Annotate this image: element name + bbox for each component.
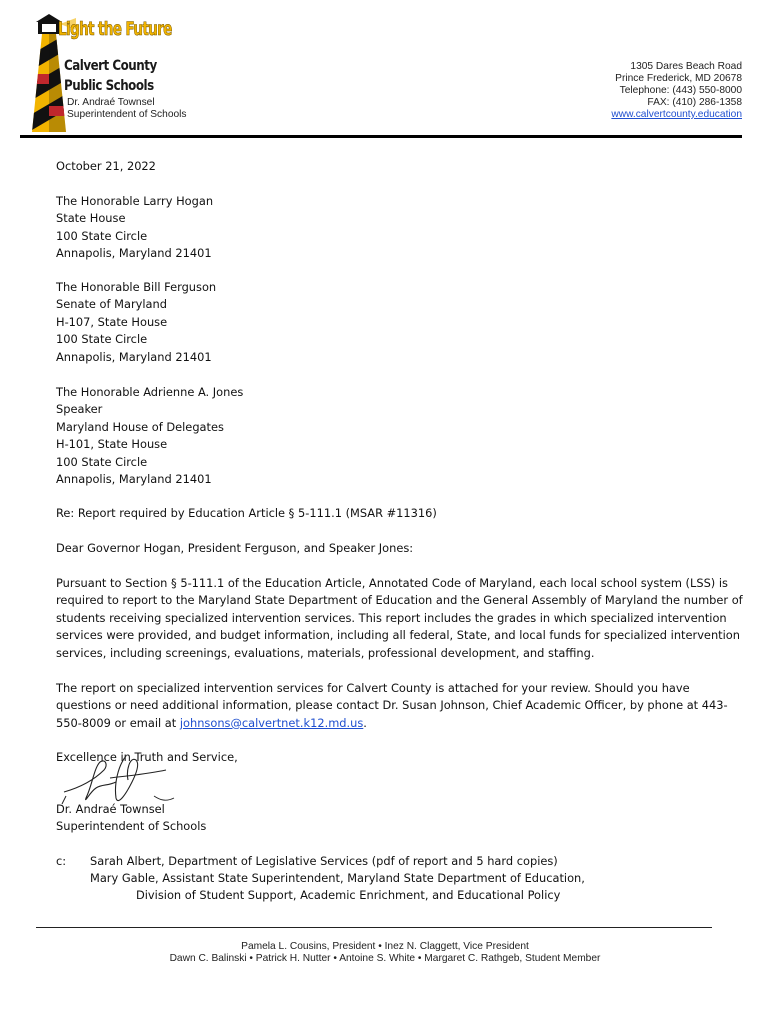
board-members: Dawn C. Balinski • Patrick H. Nutter • Antoine S. White • Margaret C. Rathgeb, Student Member (169, 953, 601, 964)
salutation: Dear Governor Hogan, President Ferguson, and Speaker Jones: (56, 541, 414, 555)
paragraph-2-text: The report on specialized intervention services for Calvert County is attached for your review. Should you have questions or need additional information, please contact Dr. Susan Johnson, Chief Academic Officer, by phone at 443-550-8009 or email at (56, 681, 728, 730)
recipient-line: The Honorable Adrienne A. Jones (56, 385, 244, 399)
paragraph-1: Pursuant to Section § 5-111.1 of the Education Article, Annotated Code of Maryland, each local school system (LSS) is required to report to the Maryland State Department of Education and the General Assembly of Maryland the number of students receiving specialized intervention services. This report includes the grades in which specialized intervention services were provided, and budget information, including all federal, State, and local funds for specialized intervention services, including screenings, evaluations, materials, professional development, and staffing. (56, 576, 743, 660)
recipient-line: State House (56, 211, 126, 226)
cc-line-1: Sarah Albert, Department of Legislative Services (pdf of report and 5 hard copies) (90, 854, 558, 868)
address-telephone: Telephone: (443) 550-8000 (619, 85, 742, 96)
address-fax: FAX: (410) 286-1358 (647, 97, 742, 108)
paragraph-2-end: . (363, 715, 367, 730)
recipient-line: H-107, State House (56, 314, 168, 329)
recipient-line: The Honorable Bill Ferguson (56, 280, 217, 294)
address-street: 1305 Dares Beach Road (630, 61, 742, 72)
org-name-line1: Calvert County (64, 58, 157, 74)
recipient-line: 100 State Circle (56, 332, 148, 347)
paragraph-2 (56, 680, 746, 732)
brand-slogan: Light the Future (58, 18, 172, 40)
cc-line-3: Division of Student Support, Academic Enrichment, and Educational Policy (136, 888, 561, 902)
address-city: Prince Frederick, MD 20678 (615, 73, 742, 84)
closing: Excellence in Truth and Service, (56, 750, 238, 764)
superintendent-name: Dr. Andraé Townsel (67, 97, 155, 108)
superintendent-title: Superintendent of Schools (67, 109, 187, 120)
board-officers: Pamela L. Cousins, President • Inez N. Claggett, Vice President (241, 941, 529, 952)
letterhead-divider (20, 135, 742, 138)
recipient-line: Annapolis, Maryland 21401 (56, 349, 212, 364)
recipient-line: Annapolis, Maryland 21401 (56, 246, 212, 261)
email-link[interactable]: johnsons@calvertnet.k12.md.us (179, 715, 364, 730)
recipient-line: Senate of Maryland (56, 297, 167, 312)
recipient-line: H-101, State House (56, 437, 168, 452)
website-link[interactable]: www.calvertcounty.education (611, 109, 742, 120)
recipient-line: Annapolis, Maryland 21401 (56, 472, 212, 487)
cc-line-2: Mary Gable, Assistant State Superintendent, Maryland State Department of Education, (90, 871, 585, 885)
signer-name: Dr. Andraé Townsel (56, 802, 165, 816)
recipient-line: 100 State Circle (56, 454, 148, 469)
recipient-block-jones (56, 384, 746, 488)
signer-title: Superintendent of Schools (56, 819, 207, 833)
org-name-line2: Public Schools (64, 78, 154, 94)
recipient-line: Speaker (56, 402, 103, 417)
recipient-line: Maryland House of Delegates (56, 419, 224, 434)
recipient-block-ferguson (56, 279, 746, 366)
subject-line: Re: Report required by Education Article § 5-111.1 (MSAR #11316) (56, 506, 437, 520)
recipient-block-hogan (56, 193, 746, 263)
cc-label: c: (56, 854, 67, 868)
recipient-line: The Honorable Larry Hogan (56, 194, 214, 208)
recipient-line: 100 State Circle (56, 228, 148, 243)
footer-divider (36, 927, 712, 928)
letter-date: October 21, 2022 (56, 159, 156, 173)
